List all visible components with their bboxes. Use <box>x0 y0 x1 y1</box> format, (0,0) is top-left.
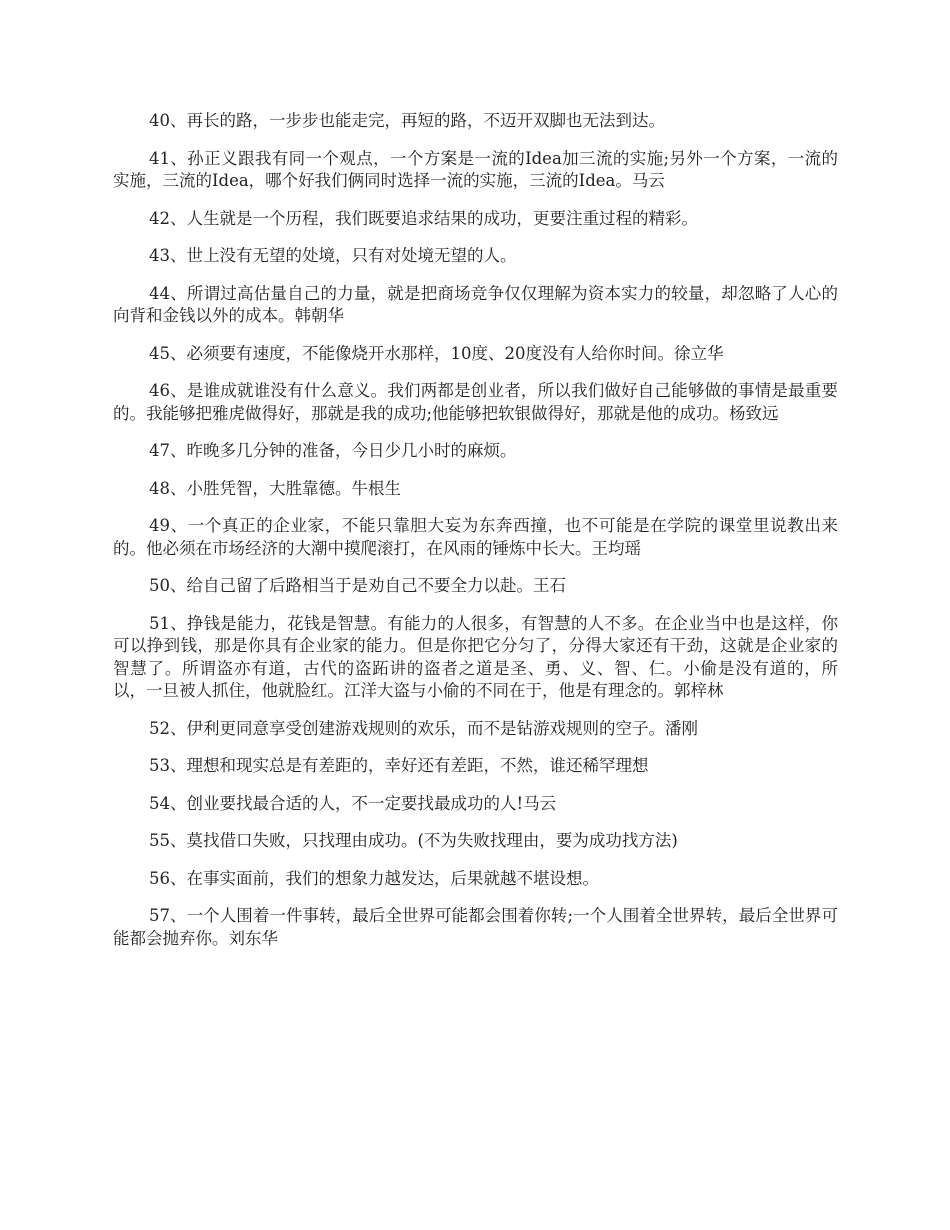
quote-paragraph: 42、人生就是一个历程，我们既要追求结果的成功，更要注重过程的精彩。 <box>149 208 698 228</box>
quote-paragraph: 47、昨晚多几分钟的准备，今日少几小时的麻烦。 <box>149 441 517 460</box>
quote-paragraph: 45、必须要有速度，不能像烧开水那样，10度、20度没有人给你时间。徐立华 <box>149 343 724 363</box>
quote-paragraph: 57、一个人围着一件事转，最后全世界可能都会围着你转;一个人围着全世界转，最后全世界可能都会抛弃你。刘东华 <box>113 906 838 948</box>
quote-paragraph: 50、给自己留了后路相当于是劝自己不要全力以赴。王石 <box>149 576 566 595</box>
quote-paragraph: 55、莫找借口失败，只找理由成功。(不为失败找理由，要为成功找方法) <box>149 831 678 850</box>
quote-paragraph: 51、挣钱是能力，花钱是智慧。有能力的人很多，有智慧的人不多。在企业当中也是这样，你可以挣到钱，那是你具有企业家的能力。但是你把它分匀了，分得大家还有干劲，这就是企业家的智慧了。所谓盗亦有道，古代的盗跖讲的盗者之道是圣、勇、义、智、仁。小偷是没有道的，所以，一旦被人抓住，他就脸红。江洋大盗与小偷的不同在于，他是有理念的。郭梓林 <box>113 613 838 700</box>
quote-paragraph: 43、世上没有无望的处境，只有对处境无望的人。 <box>149 246 517 265</box>
quote-paragraph: 48、小胜凭智，大胜靠德。牛根生 <box>149 478 401 498</box>
quote-paragraph: 46、是谁成就谁没有什么意义。我们两都是创业者，所以我们做好自己能够做的事情是最重要的。我能够把雅虎做得好，那就是我的成功;他能够把软银做得好，那就是他的成功。杨致远 <box>113 381 838 423</box>
quote-paragraph: 52、伊利更同意享受创建游戏规则的欢乐，而不是钻游戏规则的空子。潘刚 <box>149 718 698 738</box>
document-body <box>113 110 838 965</box>
quote-paragraph: 54、创业要找最合适的人，不一定要找最成功的人!马云 <box>149 793 557 813</box>
quote-paragraph: 56、在事实面前，我们的想象力越发达，后果就越不堪设想。 <box>149 868 599 888</box>
quote-paragraph: 49、一个真正的企业家，不能只靠胆大妄为东奔西撞，也不可能是在学院的课堂里说教出来的。他必须在市场经济的大潮中摸爬滚打，在风雨的锤炼中长大。王均瑶 <box>113 516 838 558</box>
quote-paragraph: 44、所谓过高估量自己的力量，就是把商场竞争仅仅理解为资本实力的较量，却忽略了人心的向背和金钱以外的成本。韩朝华 <box>113 283 838 325</box>
quote-paragraph: 53、理想和现实总是有差距的，幸好还有差距，不然，谁还稀罕理想 <box>149 756 649 775</box>
quote-paragraph: 41、孙正义跟我有同一个观点，一个方案是一流的Idea加三流的实施;另外一个方案，一流的实施，三流的Idea，哪个好我们俩同时选择一流的实施，三流的Idea。马云 <box>113 148 838 190</box>
quote-paragraph: 40、再长的路，一步步也能走完，再短的路，不迈开双脚也无法到达。 <box>149 111 665 130</box>
